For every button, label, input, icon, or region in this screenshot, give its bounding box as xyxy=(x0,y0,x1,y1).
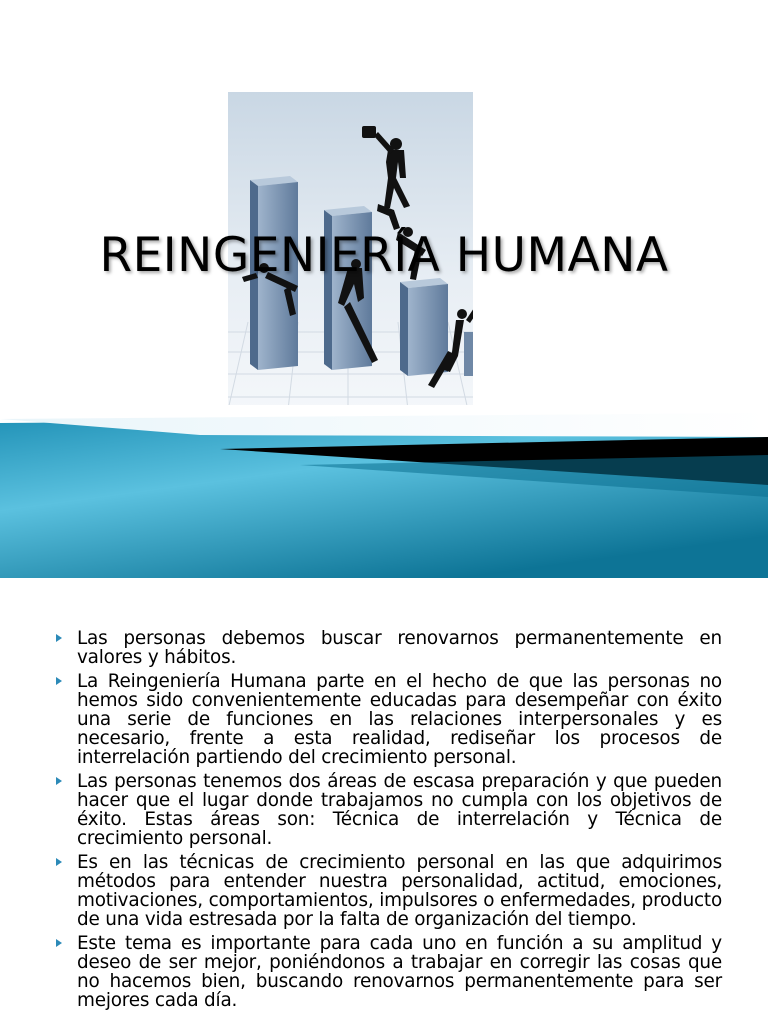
point-text: Este tema es importante para cada uno en función a su amplitud y deseo de ser mejor, poniéndonos a trabajar en corregir las cosas que no hacemos bien, buscando renovarnos permanentemente para ser mejores cada día. xyxy=(77,933,722,1011)
point-text: Las personas tenemos dos áreas de escasa preparación y que pueden hacer que el lugar donde trabajamos no cumpla con los objetivos de éxito. Estas áreas son: Técnica de interrelación y Técnica de crecimiento personal. xyxy=(77,771,722,849)
content-slide xyxy=(0,578,768,1024)
list-item xyxy=(56,772,722,848)
slide-title: REINGENIERÍA HUMANA xyxy=(99,228,669,283)
list-item xyxy=(56,853,722,929)
list-item xyxy=(56,672,722,767)
list-item xyxy=(56,934,722,1010)
decorative-wave-band xyxy=(0,405,768,578)
bullet-list xyxy=(56,629,722,1015)
point-text: La Reingeniería Humana parte en el hecho de que las personas no hemos sido convenientemente educadas para desempeñar con éxito una serie de funciones en las relaciones interpersonales y es necesario, frente a esta realidad, rediseñar los procesos de interrelación partiendo del crecimiento personal. xyxy=(77,671,722,768)
triangle-bullet-icon xyxy=(56,858,62,866)
triangle-bullet-icon xyxy=(56,677,62,685)
point-text: Las personas debemos buscar renovarnos permanentemente en xyxy=(77,628,722,649)
list-item xyxy=(56,629,722,667)
point-text: Es en las técnicas de crecimiento personal en las que adquirimos métodos para entender nuestra personalidad, actitud, emociones, motivaciones, comportamientos, impulsores o enfermedades, producto de una vida estresada por la falta de organización del tiempo. xyxy=(77,852,722,930)
triangle-bullet-icon xyxy=(56,939,62,947)
triangle-bullet-icon xyxy=(56,634,62,642)
triangle-bullet-icon xyxy=(56,777,62,785)
point-tail: . xyxy=(230,647,237,668)
point-highlight: valores y hábitos xyxy=(77,647,231,668)
